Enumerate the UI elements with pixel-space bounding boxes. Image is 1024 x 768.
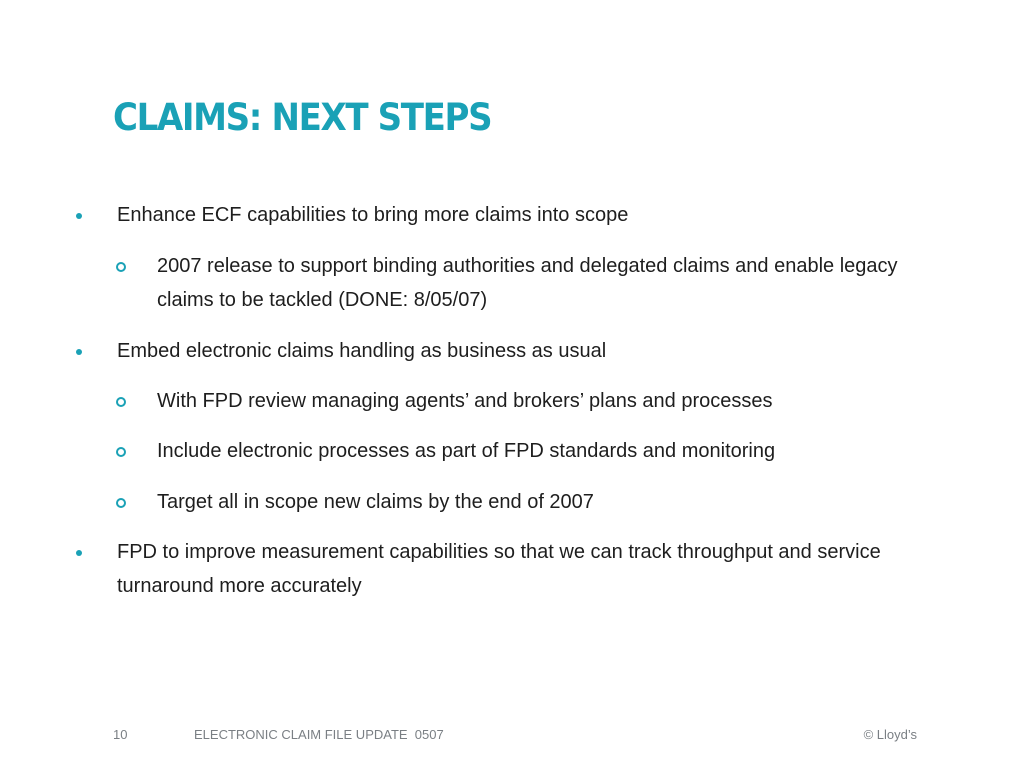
sub-bullet-text: Include electronic processes as part of FPD standards and monitoring: [157, 440, 776, 462]
bullet-item: [117, 535, 917, 603]
sub-bullet-text: Target all in scope new claims by the end of 2007: [157, 491, 594, 513]
bullet-text: Enhance ECF capabilities to bring more claims into scope: [117, 204, 629, 226]
bullet-ring-icon: [116, 262, 126, 272]
bullet-text: FPD to improve measurement capabilities so that we can track throughput and service turnaround more accurately: [117, 541, 881, 597]
sub-bullet-text: With FPD review managing agents’ and brokers’ plans and processes: [157, 390, 773, 412]
slide-title: CLAIMS: NEXT STEPS: [113, 96, 492, 139]
page-number: 10: [113, 727, 128, 742]
bullet-text: Embed electronic claims handling as business as usual: [117, 340, 607, 362]
bullet-dot-icon: [76, 349, 82, 355]
bullet-ring-icon: [116, 447, 126, 457]
sub-bullet-text: 2007 release to support binding authorities and delegated claims and enable legacy claims to be tackled (DONE: 8/05/07): [157, 255, 898, 311]
bullet-dot-icon: [76, 213, 82, 219]
bullet-item: [117, 334, 917, 368]
bullet-dot-icon: [76, 550, 82, 556]
sub-bullet-item: [157, 485, 937, 519]
footer-document-title: ELECTRONIC CLAIM FILE UPDATE 0507: [194, 727, 444, 742]
bullet-ring-icon: [116, 498, 126, 508]
sub-bullet-item: [157, 249, 937, 317]
sub-bullet-item: [157, 384, 937, 418]
bullet-item: [117, 198, 917, 232]
bullet-ring-icon: [116, 397, 126, 407]
sub-bullet-item: [157, 434, 937, 468]
footer-copyright: © Lloyd’s: [863, 727, 917, 742]
